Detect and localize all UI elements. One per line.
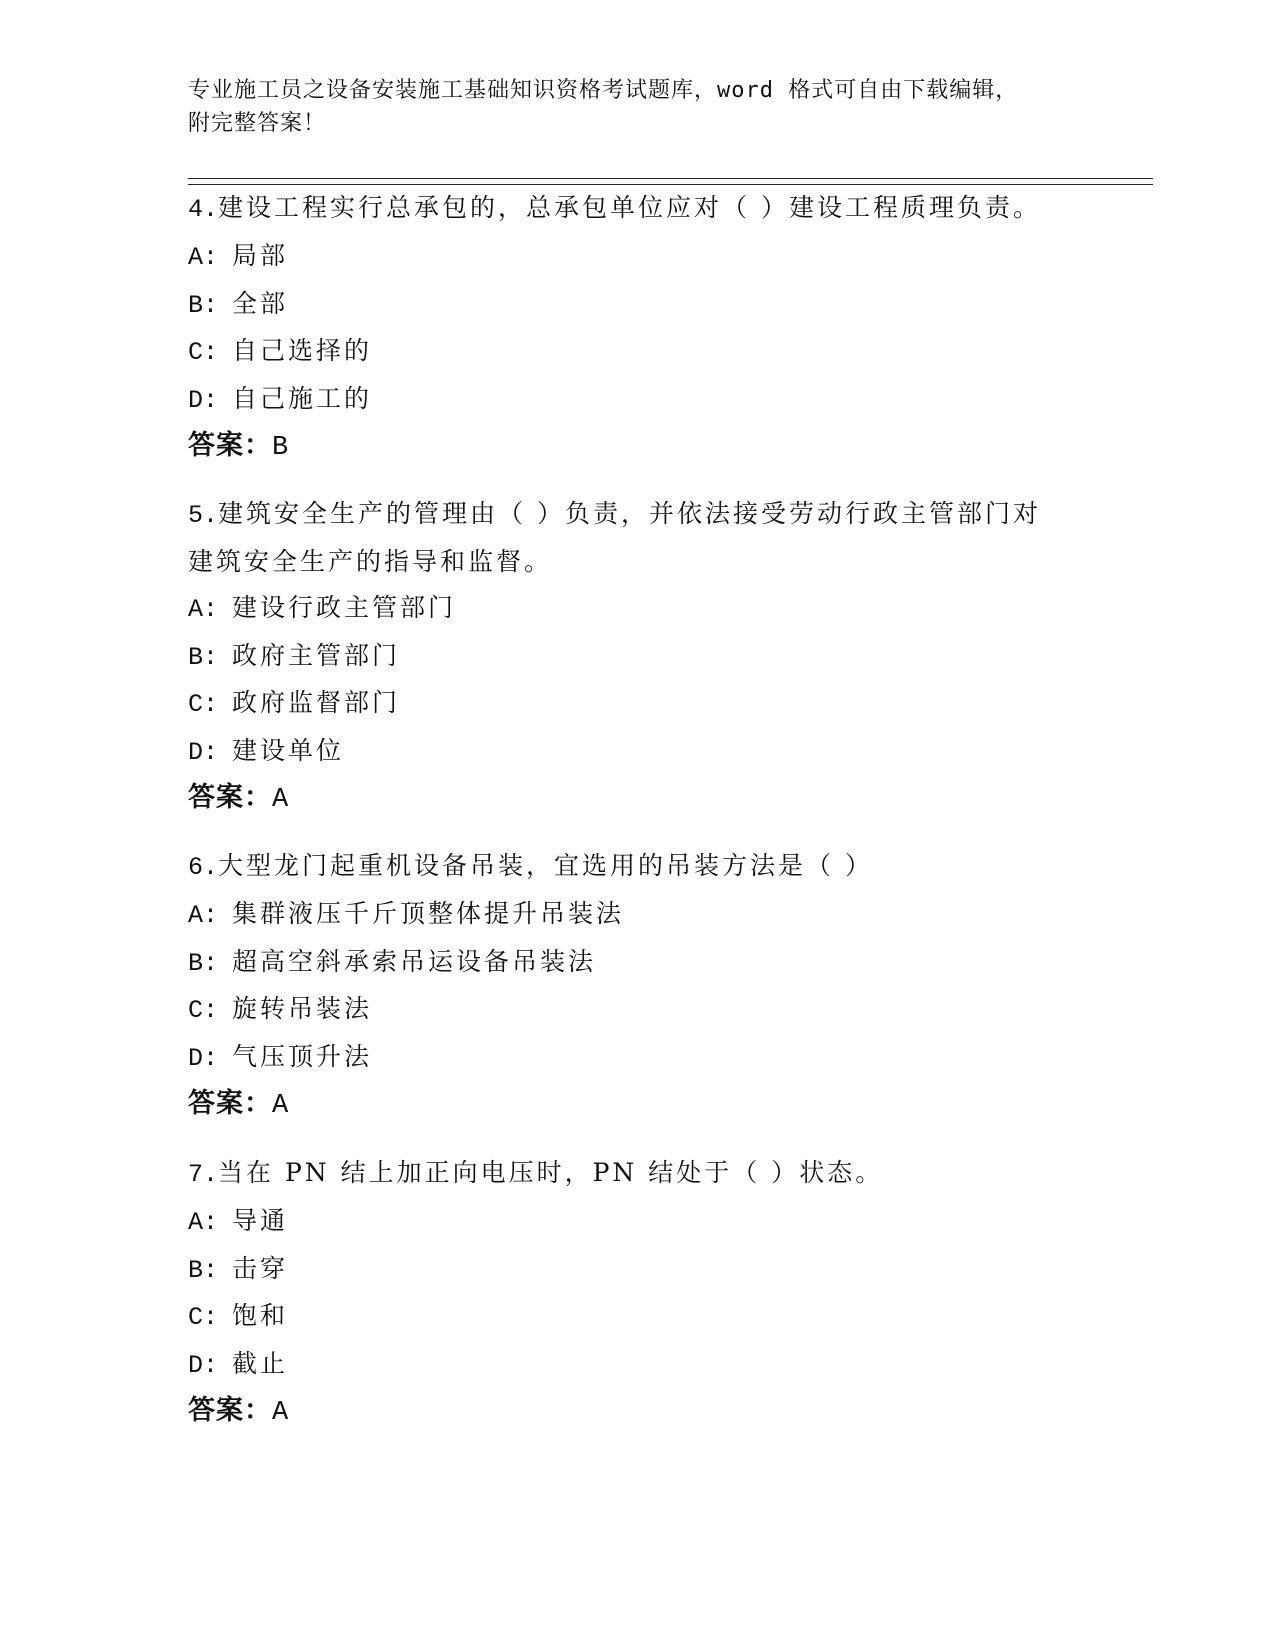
answer-label: 答案： — [188, 430, 272, 461]
option-letter: B: — [188, 948, 219, 978]
question-stem-line: 建设工程实行总承包的，总承包单位应对（ ）建设工程质理负责。 — [218, 193, 1041, 222]
answer-label: 答案： — [188, 782, 272, 813]
option-text: 建设行政主管部门 — [232, 593, 457, 622]
answer-line — [188, 1081, 1088, 1129]
option-d — [188, 728, 1088, 776]
option-text: 全部 — [232, 288, 289, 318]
option-d — [188, 1341, 1088, 1389]
answer-value: A — [272, 1398, 290, 1428]
option-text: 自己施工的 — [232, 383, 373, 413]
question-stem-continued: 建筑安全生产的指导和监督。 — [188, 547, 553, 576]
option-letter: A: — [188, 243, 219, 272]
answer-label: 答案： — [188, 1395, 272, 1426]
option-letter: B: — [188, 1255, 219, 1285]
option-b — [188, 939, 1088, 987]
option-letter: A: — [188, 595, 219, 624]
header-line-2: 附完整答案！ — [188, 111, 327, 136]
option-text: 击穿 — [232, 1253, 289, 1283]
question-stem — [188, 843, 1088, 891]
option-d — [188, 376, 1088, 424]
option-letter: C: — [188, 338, 219, 367]
option-letter: C: — [188, 996, 219, 1025]
option-text: 超高空斜承索吊运设备吊装法 — [232, 946, 597, 976]
option-c — [188, 328, 1088, 376]
question-stem-line: 建筑安全生产的管理由（ ）负责，并依法接受劳动行政主管部门对 — [218, 499, 1041, 528]
question-number: 5. — [188, 501, 219, 530]
answer-label: 答案： — [188, 1088, 272, 1119]
option-a — [188, 585, 1088, 633]
option-b — [188, 281, 1088, 329]
option-text: 旋转吊装法 — [232, 994, 373, 1023]
option-c — [188, 1293, 1088, 1341]
question-number: 4. — [188, 195, 219, 224]
question-stem-line: 大型龙门起重机设备吊装，宜选用的吊装方法是（ ） — [218, 851, 873, 880]
option-letter: B: — [188, 290, 219, 320]
option-text: 局部 — [232, 241, 289, 270]
question-stem — [188, 1150, 1088, 1198]
option-letter: A: — [188, 1208, 219, 1237]
option-text: 导通 — [232, 1206, 289, 1235]
answer-value: A — [272, 1091, 290, 1121]
option-b — [188, 1246, 1088, 1294]
answer-value: B — [272, 433, 290, 463]
option-letter: D: — [188, 385, 219, 415]
option-a — [188, 1198, 1088, 1246]
answer-value: A — [272, 785, 290, 815]
option-letter: C: — [188, 1303, 219, 1332]
option-text: 气压顶升法 — [232, 1041, 373, 1071]
option-letter: D: — [188, 1043, 219, 1073]
option-c — [188, 680, 1088, 728]
answer-line — [188, 775, 1088, 823]
option-letter: C: — [188, 690, 219, 719]
option-text: 建设单位 — [232, 735, 345, 765]
question-4 — [188, 185, 1088, 471]
option-b — [188, 633, 1088, 681]
option-text: 截止 — [232, 1348, 289, 1378]
option-letter: D: — [188, 737, 219, 767]
question-stem — [188, 185, 1088, 233]
option-c — [188, 986, 1088, 1034]
question-7 — [188, 1150, 1088, 1436]
option-text: 集群液压千斤顶整体提升吊装法 — [232, 899, 625, 928]
answer-line — [188, 423, 1088, 471]
option-a — [188, 891, 1088, 939]
question-6 — [188, 843, 1088, 1129]
question-number: 6. — [188, 853, 219, 882]
answer-line — [188, 1388, 1088, 1436]
header-line-1: 专业施工员之设备安装施工基础知识资格考试题库，word 格式可自由下载编辑， — [188, 78, 1019, 103]
question-stem-line: 当在 PN 结上加正向电压时，PN 结处于（ ）状态。 — [218, 1158, 884, 1187]
question-stem — [188, 491, 1088, 539]
option-text: 饱和 — [232, 1301, 289, 1330]
option-d — [188, 1034, 1088, 1082]
header-divider-top — [188, 178, 1153, 179]
option-text: 政府监督部门 — [232, 688, 401, 717]
option-text: 政府主管部门 — [232, 640, 401, 670]
option-letter: B: — [188, 642, 219, 672]
option-letter: A: — [188, 901, 219, 930]
question-5 — [188, 491, 1088, 823]
document-header — [188, 74, 1088, 140]
option-a — [188, 233, 1088, 281]
question-number: 7. — [188, 1160, 219, 1189]
option-letter: D: — [188, 1350, 219, 1380]
option-text: 自己选择的 — [232, 336, 373, 365]
